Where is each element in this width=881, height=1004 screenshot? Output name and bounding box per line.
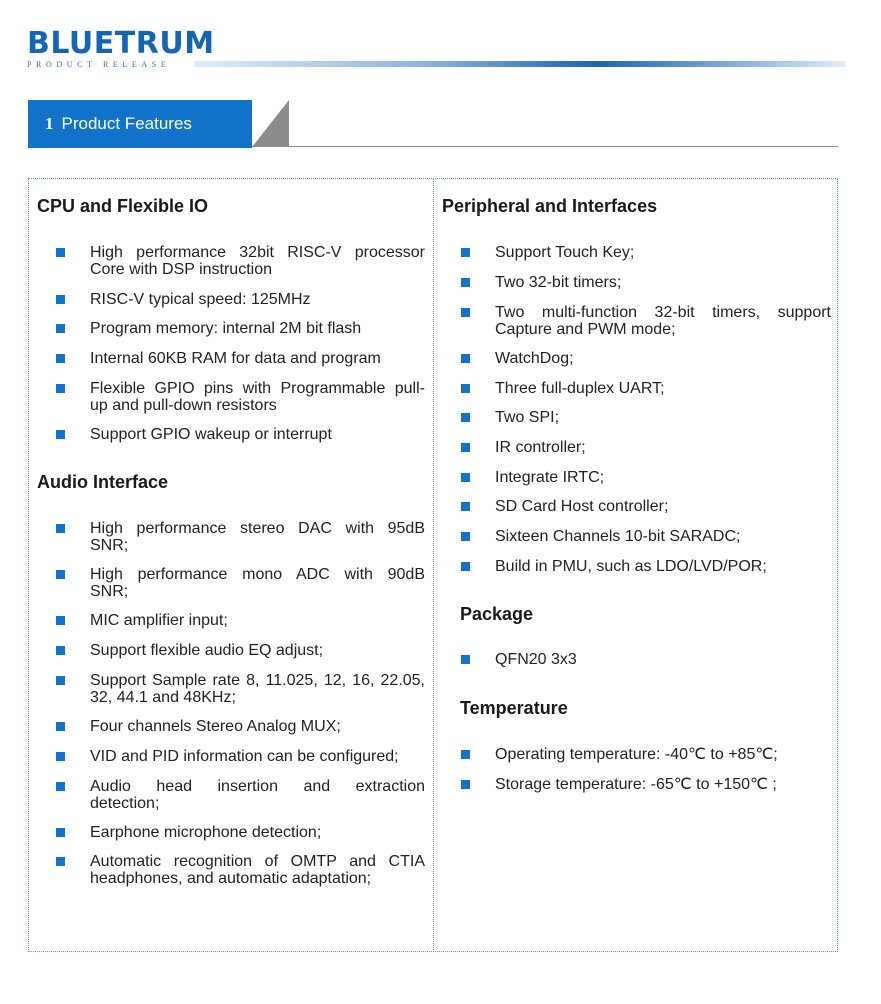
list-item-text: Build in PMU, such as LDO/LVD/POR; — [495, 558, 767, 575]
list-item-text: Support GPIO wakeup or interrupt — [90, 426, 332, 443]
square-bullet-icon — [56, 430, 65, 439]
audio-heading: Audio Interface — [37, 472, 169, 492]
square-bullet-icon — [56, 828, 65, 837]
list-item-text: 32, 44.1 and 48KHz; — [90, 689, 236, 706]
section-header-tab — [28, 100, 252, 148]
square-bullet-icon — [461, 473, 470, 482]
list-item-text: Three full-duplex UART; — [495, 380, 665, 397]
list-item-text: detection; — [90, 795, 160, 812]
list-item-text: Program memory: internal 2M bit flash — [90, 320, 362, 337]
list-item-text: SD Card Host controller; — [495, 498, 669, 515]
cpu-heading: CPU and Flexible IO — [37, 196, 209, 216]
square-bullet-icon — [461, 413, 470, 422]
square-bullet-icon — [56, 676, 65, 685]
square-bullet-icon — [461, 502, 470, 511]
section-tab-corner — [252, 100, 289, 147]
list-item-text: Support Touch Key; — [495, 244, 635, 261]
brand-tagline: PRODUCT RELEASE — [27, 60, 171, 69]
list-item-text: Integrate IRTC; — [495, 469, 605, 486]
temperature-heading: Temperature — [460, 698, 568, 718]
square-bullet-icon — [56, 384, 65, 393]
column-divider — [433, 178, 434, 952]
list-item-text: WatchDog; — [495, 350, 574, 367]
square-bullet-icon — [461, 750, 470, 759]
square-bullet-icon — [56, 857, 65, 866]
list-item-text: Support flexible audio EQ adjust; — [90, 642, 324, 659]
brand-logo: BLUETRUM — [27, 26, 215, 61]
list-item-text: SNR; — [90, 537, 129, 554]
square-bullet-icon — [461, 780, 470, 789]
list-item-text: High performance mono ADC with 90dB — [90, 566, 425, 583]
header-gradient-rule — [194, 61, 845, 67]
list-item-text: Storage temperature: -65℃ to +150℃ ; — [495, 776, 777, 793]
list-item-text: Support Sample rate 8, 11.025, 12, 16, 22.05, — [90, 672, 425, 689]
list-item-text: High performance stereo DAC with 95dB — [90, 520, 425, 537]
list-item-text: Flexible GPIO pins with Programmable pull- — [90, 380, 425, 397]
square-bullet-icon — [461, 532, 470, 541]
list-item-text: Four channels Stereo Analog MUX; — [90, 718, 341, 735]
square-bullet-icon — [56, 524, 65, 533]
square-bullet-icon — [461, 655, 470, 664]
square-bullet-icon — [56, 354, 65, 363]
list-item-text: IR controller; — [495, 439, 586, 456]
square-bullet-icon — [461, 443, 470, 452]
list-item-text: Earphone microphone detection; — [90, 824, 322, 841]
square-bullet-icon — [56, 248, 65, 257]
list-item-text: Capture and PWM mode; — [495, 321, 676, 338]
square-bullet-icon — [56, 646, 65, 655]
square-bullet-icon — [56, 782, 65, 791]
list-item-text: Automatic recognition of OMTP and CTIA — [90, 853, 425, 870]
square-bullet-icon — [461, 278, 470, 287]
package-heading: Package — [460, 604, 534, 624]
square-bullet-icon — [56, 570, 65, 579]
list-item-text: Operating temperature: -40℃ to +85℃; — [495, 746, 778, 763]
list-item-text: MIC amplifier input; — [90, 612, 228, 629]
square-bullet-icon — [461, 308, 470, 317]
list-item-text: SNR; — [90, 583, 129, 600]
list-item-text: QFN20 3x3 — [495, 651, 577, 668]
section-number: 1 — [45, 114, 54, 133]
square-bullet-icon — [56, 616, 65, 625]
square-bullet-icon — [56, 295, 65, 304]
list-item-text: High performance 32bit RISC-V processor — [90, 244, 425, 261]
list-item-text: Two 32-bit timers; — [495, 274, 622, 291]
list-item-text: Core with DSP instruction — [90, 261, 272, 278]
square-bullet-icon — [56, 722, 65, 731]
list-item-text: Two SPI; — [495, 409, 560, 426]
square-bullet-icon — [56, 752, 65, 761]
list-item-text: VID and PID information can be configured; — [90, 748, 399, 765]
list-item-text: Sixteen Channels 10-bit SARADC; — [495, 528, 741, 545]
list-item-text: Two multi-function 32-bit timers, support — [495, 304, 831, 321]
peripheral-heading: Peripheral and Interfaces — [442, 196, 658, 216]
square-bullet-icon — [461, 562, 470, 571]
section-rule — [252, 146, 838, 147]
square-bullet-icon — [56, 324, 65, 333]
list-item-text: up and pull-down resistors — [90, 397, 277, 414]
list-item-text: headphones, and automatic adaptation; — [90, 870, 372, 887]
list-item-text: Audio head insertion and extraction — [90, 778, 425, 795]
square-bullet-icon — [461, 384, 470, 393]
list-item-text: Internal 60KB RAM for data and program — [90, 350, 381, 367]
section-title: Product Features — [61, 114, 192, 133]
list-item-text: RISC-V typical speed: 125MHz — [90, 291, 311, 308]
square-bullet-icon — [461, 354, 470, 363]
square-bullet-icon — [461, 248, 470, 257]
